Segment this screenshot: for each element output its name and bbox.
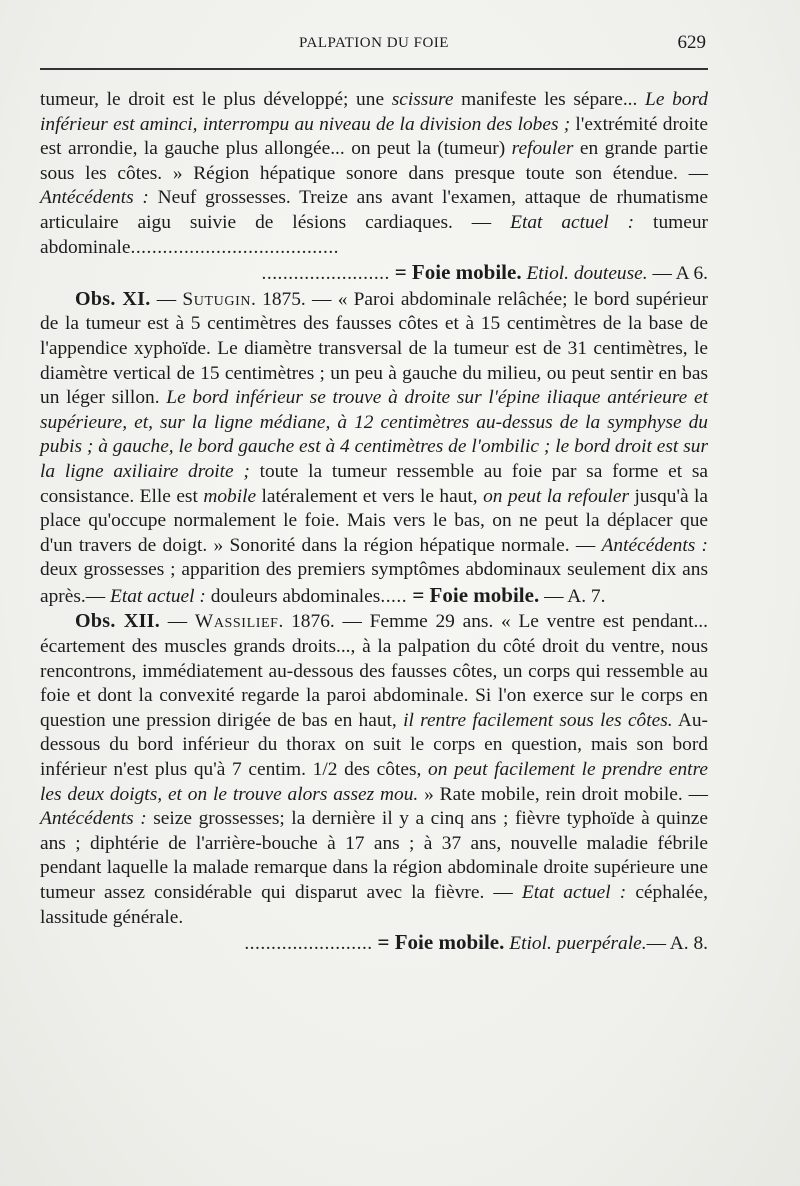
observation-label: Obs. XI. [75, 287, 151, 310]
header-rule [40, 68, 708, 70]
etiology: Etiol. douteuse. [526, 263, 648, 285]
observation-label: Obs. XII. [75, 610, 161, 633]
conclusion: = Foie mobile. [394, 260, 522, 285]
conclusion: = Foie mobile. [377, 930, 505, 955]
page-body [40, 88, 708, 957]
reference: — A 6. [652, 263, 708, 285]
intro-paragraph: tumeur, le droit est le plus développé; une scissure manifeste les sépare... Le bord inférieur est aminci, interrompu au niveau de la division des lobes ; l'extrémité droite est arrondie, la gauche plus allongée... on peut la (tumeur) refouler en grande partie sous les côtes. » Région hépatique sonore dans presque toute son étendue. — Antécédents : Neuf grossesses. Treize ans avant l'examen, attaque de rhumatisme articulaire aigu suivie de lésions cardiaques. — Etat actuel : tumeur abdominale....................................... ........................ = Foie mobile. Etiol. douteuse. — A 6. [40, 88, 708, 287]
reference: — A. 8. [646, 933, 708, 955]
leader-dots: ........................ [244, 933, 373, 955]
reference: — A. 7. [539, 585, 606, 607]
leader-dots: ....................................... [130, 236, 340, 258]
author-name: Wassilief [194, 611, 279, 633]
page-header [40, 32, 708, 62]
leader-dots: ........................ [261, 263, 390, 285]
observation-xi: Obs. XI. — Sutugin. 1875. — « Paroi abdominale relâchée; le bord supérieur de la tumeur est à 5 centimètres des fausses côtes et à 15 centimètres de la base de l'appendice xyphoïde. Le diamètre transversal de la tumeur est de 31 centimètres, le diamètre vertical de 15 centimètres ; un peu à gauche du milieu, ou peut sentir en bas un léger sillon. Le bord inférieur se trouve à droite sur l'épine iliaque antérieure et supérieure, et, sur la ligne médiane, à 12 centimètres au-dessus de la symphyse du pubis ; à gauche, le bord gauche est à 4 centimètres de l'ombilic ; le bord droit est sur la ligne axiliaire droite ; toute la tumeur ressemble au foie par sa forme et sa consistance. Elle est mobile latéralement et vers le haut, on peut la refouler jusqu'à la place qu'occupe normalement le foie. Mais vers le bas, on ne peut la déplacer que d'un travers de doigt. » Sonorité dans la région hépatique normale. — Antécédents : deux grossesses ; apparition des premiers symptômes abdominaux seulement dix ans après.— Etat actuel : douleurs abdominales..... = Foie mobile. — A. 7. [40, 287, 709, 607]
etiology: Etiol. puerpérale. [509, 933, 647, 955]
leader-dots: ..... [380, 585, 408, 607]
conclusion: = Foie mobile. [407, 582, 540, 607]
conclusion-line [40, 260, 708, 287]
running-title: PALPATION DU FOIE [299, 35, 449, 51]
page-number: 629 [677, 32, 706, 53]
observation-xii: Obs. XII. — Wassilief. 1876. — Femme 29 ans. « Le ventre est pendant... écartement des muscles grands droits..., à la palpation du côté droit du ventre, nous rencontrons, immédiatement au-dessous des fausses côtes, un corps qui ressemble au foie et dont la convexité regarde la paroi abdominale. Si l'on exerce sur le corps en question une pression dirigée de bas en haut, il rentre facilement sous les côtes. Au-dessous du bord inférieur du thorax on suit le corps en question, mais son bord inférieur n'est plus qu'à 7 centim. 1/2 des côtes, on peut facilement le prendre entre les deux doigts, et on le trouve alors assez mou. » Rate mobile, rein droit mobile. — Antécédents : seize grossesses; la dernière il y a cinq ans ; fièvre typhoïde à quinze ans ; diphtérie de l'arrière-bouche à 17 ans ; à 37 ans, nouvelle maladie fébrile pendant laquelle la malade remarque dans la région abdominale droite supérieure une tumeur assez considérable qui disparut avec la fièvre. — Etat actuel : céphalée, lassitude générale. ........................ = Foie mobile. Etiol. puerpérale.— A. 8. [40, 609, 708, 956]
conclusion-line [40, 930, 708, 957]
author-name: Sutugin [182, 288, 252, 310]
